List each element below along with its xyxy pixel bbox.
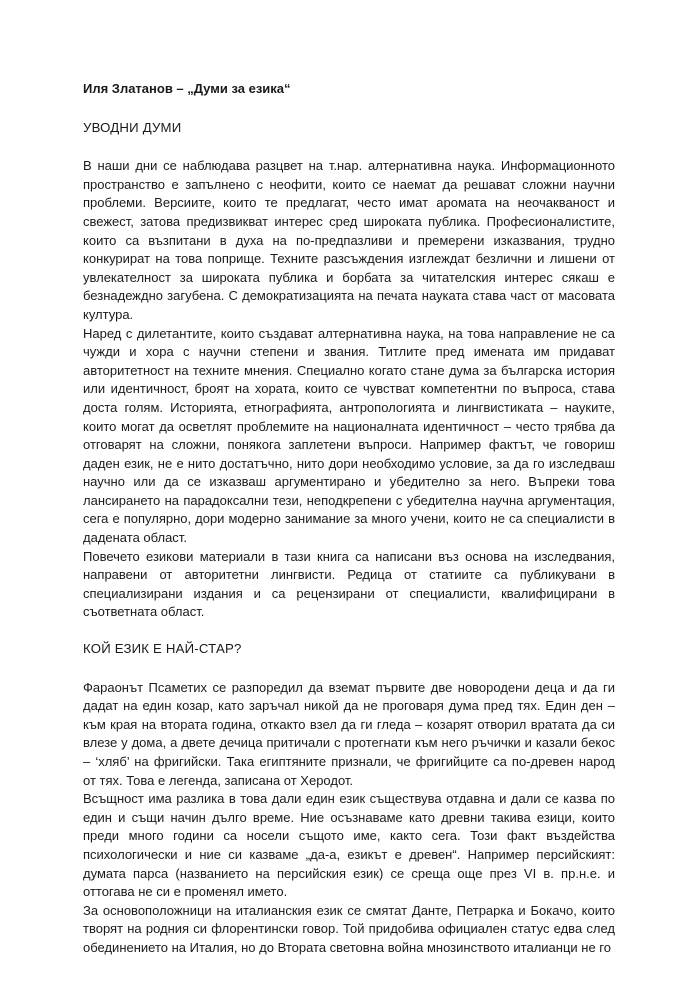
paragraph: Наред с дилетантите, които създават алтернативна наука, на това направление не са чужди и хора с научни степени и звания. Титлите пред имената им придават авторитетност на техните мнения. Специално когато стане дума за българска история или идентичност, броят на хората, които се чувстват компетентни по въпроса, става доста голям. Историята, етнографията, антропологията и лингвистиката – науките, които могат да осветлят проблемите на националната идентичност – често трябва да отговарят на сложни, понякога заплетени въпроси. Например фактът, че говориш даден език, не е нито достатъчно, нито дори необходимо условие, за да го изследваш научно или да се изказваш аргументирано и убедително за него. Въпреки това лансирането на парадоксални тези, неподкрепени с убедителна научна аргументация, сега е популярно, дори модерно занимание за много учени, които не са специалисти в дадената област. [83, 325, 615, 546]
paragraph: За основоположници на италианския език се смятат Данте, Петрарка и Бокачо, които творят на родния си флорентински говор. Той придобива официален статус едва след обединението на Италия, но до Втората световна война мнозинството италианци не го [83, 902, 615, 955]
paragraph: Фараонът Псаметих се разпоредил да вземат първите две новородени деца и да ги дадат на един козар, като заръчал никой да не проговаря дума пред тях. Един ден – към края на втората година, откакто взел да ги гледа – козарят отворил вратата да си влезе у дома, а двете дечица притичали с протегнати към него ръчички и казали бекос – ‘хляб’ на фригийски. Така египтяните признали, че фригийците са по-древен народ от тях. Това е легенда, записана от Херодот. [83, 679, 615, 788]
paragraph: Всъщност има разлика в това дали един език съществува отдавна и дали се казва по един и същи начин дълго време. Ние осъзнаваме като древни такива езици, които преди много години са носели същото име, както сега. Този факт въздейства психологически и ние си казваме „да-а, езикът е древен“. Например персийският: думата парса (названието на персийския език) се среща още през VI в. пр.н.е. и оттогава не си е променял името. [83, 791, 615, 900]
section-intro [83, 119, 615, 622]
section-oldest-language [83, 640, 615, 958]
document-page [83, 80, 615, 958]
document-title: Иля Златанов – „Думи за езика“ [83, 81, 291, 96]
section-heading: КОЙ ЕЗИК Е НАЙ-СТАР? [83, 641, 242, 657]
section-heading: УВОДНИ ДУМИ [83, 119, 182, 135]
paragraph: Повечето езикови материали в тази книга са написани въз основа на изследвания, направени от авторитетни лингвисти. Редица от статиите са публикувани в специализирани издания и са рецензирани от специалисти, квалифицирани в съответната област. [83, 548, 615, 620]
paragraph: В наши дни се наблюдава разцвет на т.нар. алтернативна наука. Информационното пространство е запълнено с неофити, които се наемат да решават сложни научни проблеми. Версиите, които те предлагат, често имат аромата на неочакваност и свежест, затова предизвикват интерес сред широката публика. Професионалистите, които са възпитани в духа на по-предпазливи и премерени изказвания, трудно конкурират на това поприще. Техните разсъждения изглеждат безлични и лишени от увлекателност за широката публика и борбата за читателския интерес сякаш е безнадеждно загубена. С демократизацията на печата науката става част от масовата култура. [83, 158, 615, 322]
